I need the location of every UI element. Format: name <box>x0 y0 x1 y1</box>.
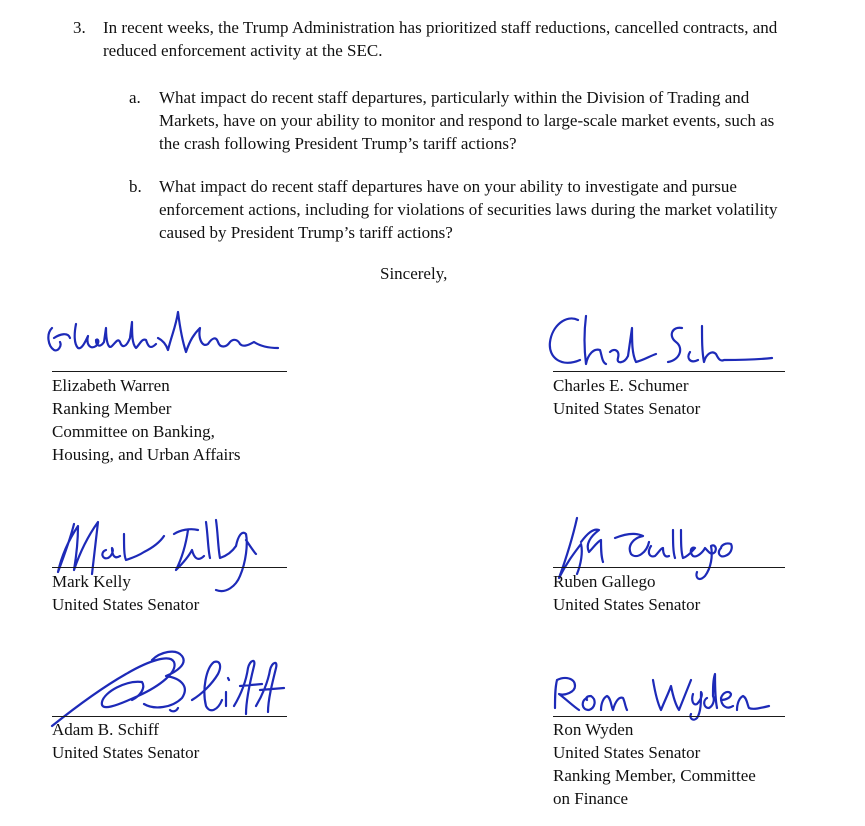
signatory-name: Elizabeth Warren <box>52 376 170 395</box>
signature-line <box>52 567 287 568</box>
signature-line <box>553 371 785 372</box>
signatory-wyden <box>553 718 756 810</box>
signatory-name: Mark Kelly <box>52 572 131 591</box>
signatory-title: on Finance <box>553 789 629 808</box>
signatory-title: United States Senator <box>553 595 701 614</box>
signatory-title: United States Senator <box>52 743 200 762</box>
signatory-title: United States Senator <box>553 399 701 418</box>
signature-wyden-image <box>545 668 790 723</box>
signatory-name: Ruben Gallego <box>553 572 656 591</box>
signatory-title: United States Senator <box>553 743 701 762</box>
signature-line <box>553 567 785 568</box>
signatory-schiff <box>52 718 199 764</box>
signatory-title: Ranking Member, Committee <box>553 766 756 785</box>
signature-line <box>553 716 785 717</box>
subquestion-text: What impact do recent staff departures, particularly within the Division of Trading and Markets, have on your ability to monitor and respond to large-scale market events, such as the crash following President Trump’s tariff actions? <box>159 88 775 153</box>
signatory-name: Charles E. Schumer <box>553 376 689 395</box>
subquestion-a <box>129 86 791 155</box>
signatory-schumer <box>553 374 700 420</box>
subquestion-b <box>129 175 791 244</box>
subquestion-text: What impact do recent staff departures have on your ability to investigate and pursue enforcement actions, including for violations of securities laws during the market volatility caused by President Trump’s tariff actions? <box>159 177 778 242</box>
subquestion-letter: b. <box>129 177 142 196</box>
signature-line <box>52 371 287 372</box>
signatory-title: Ranking Member <box>52 399 172 418</box>
question-number: 3. <box>73 18 86 37</box>
signatory-kelly <box>52 570 199 616</box>
signature-schumer-image <box>540 308 790 378</box>
closing: Sincerely, <box>380 264 448 283</box>
signatory-title: Committee on Banking, <box>52 422 215 441</box>
signatory-warren <box>52 374 241 466</box>
signatory-name: Ron Wyden <box>553 720 634 739</box>
signature-warren-image <box>40 298 290 378</box>
question-3 <box>73 16 793 62</box>
signatory-gallego <box>553 570 700 616</box>
signature-line <box>52 716 287 717</box>
subquestion-letter: a. <box>129 88 141 107</box>
signatory-title: United States Senator <box>52 595 200 614</box>
question-text: In recent weeks, the Trump Administration has prioritized staff reductions, cancelled contracts, and reduced enforcement activity at the SEC. <box>103 18 778 60</box>
signatory-title: Housing, and Urban Affairs <box>52 445 241 464</box>
signatory-name: Adam B. Schiff <box>52 720 159 739</box>
